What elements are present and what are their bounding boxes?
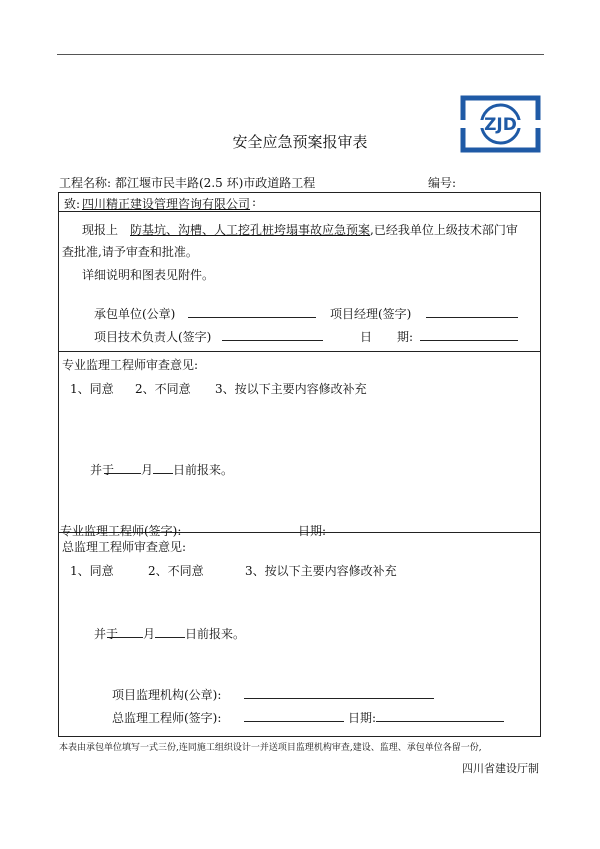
specialist-date-label: 日期:	[298, 524, 327, 538]
specialist-review-title: 专业监理工程师审查意见:	[62, 358, 199, 372]
supervision-org-label: 项目监理机构(公章):	[112, 688, 222, 702]
chief-month-field	[107, 624, 143, 638]
to-value: 四川精正建设管理咨询有限公司	[82, 197, 251, 211]
specialist-day-label: 日前报来。	[173, 463, 234, 477]
date-field-1	[420, 327, 518, 341]
date-label-period: 期:	[397, 330, 414, 344]
divider-2	[58, 351, 541, 352]
issuer-label: 四川省建设厅制	[462, 762, 539, 775]
submit-line2: 查批准,请予审查和批准。	[62, 245, 198, 259]
pm-label: 项目经理(签字)	[330, 307, 412, 321]
chief-day-label: 日前报来。	[185, 627, 246, 641]
specialist-sign-row	[58, 522, 541, 538]
specialist-day-field	[153, 460, 173, 474]
supervision-org-field	[244, 685, 434, 699]
number-label: 编号:	[428, 176, 457, 190]
chief-option-disagree: 2、不同意	[148, 564, 204, 578]
specialist-option-disagree: 2、不同意	[135, 382, 191, 396]
submit-item: 防基坑、沟槽、人工挖孔桩垮塌事故应急预案	[130, 223, 371, 237]
chief-date-field	[376, 708, 504, 722]
tech-lead-label: 项目技术负责人(签字)	[94, 330, 212, 344]
submit-prefix: 现报上	[82, 223, 119, 237]
chief-sign-field	[244, 708, 344, 722]
submit-suffix: ,已经我单位上级技术部门审	[370, 223, 518, 237]
attachment-note: 详细说明和图表见附件。	[82, 268, 215, 282]
specialist-option-revise: 3、按以下主要内容修改补充	[215, 382, 367, 396]
top-rule	[57, 54, 544, 55]
to-label: 致:	[64, 197, 81, 211]
specialist-month-field	[104, 460, 141, 474]
specialist-return-before: 并于	[90, 463, 115, 477]
contractor-label: 承包单位(公章)	[94, 307, 176, 321]
pm-field	[426, 304, 518, 318]
project-name: 都江堰市民丰路(2.5 环)市政道路工程	[115, 176, 316, 190]
chief-month-label: 月	[143, 627, 156, 641]
chief-day-field	[155, 624, 185, 638]
to-suffix: :	[252, 195, 257, 209]
specialist-month-label: 月	[141, 463, 154, 477]
chief-review-title: 总监理工程师审查意见:	[62, 540, 187, 554]
contractor-field	[188, 304, 316, 318]
chief-option-agree: 1、同意	[70, 564, 114, 578]
specialist-option-agree: 1、同意	[70, 382, 114, 396]
chief-return-before: 并于	[94, 627, 119, 641]
tech-lead-field	[222, 327, 323, 341]
project-label: 工程名称:	[59, 176, 112, 190]
chief-date-label: 日期:	[348, 711, 377, 725]
chief-sign-label: 总监理工程师(签字):	[112, 711, 222, 725]
logo-text: ZJD	[484, 115, 517, 135]
chief-option-revise: 3、按以下主要内容修改补充	[245, 564, 397, 578]
specialist-sign-label: 专业监理工程师(签字):	[60, 524, 182, 538]
form-title: 安全应急预案报审表	[232, 133, 368, 151]
footer-note: 本表由承包单位填写一式三份,连同施工组织设计一并送项目监理机构审查,建设、监理、承包单位各留一份,	[59, 743, 482, 753]
date-label-day: 日	[360, 330, 373, 344]
